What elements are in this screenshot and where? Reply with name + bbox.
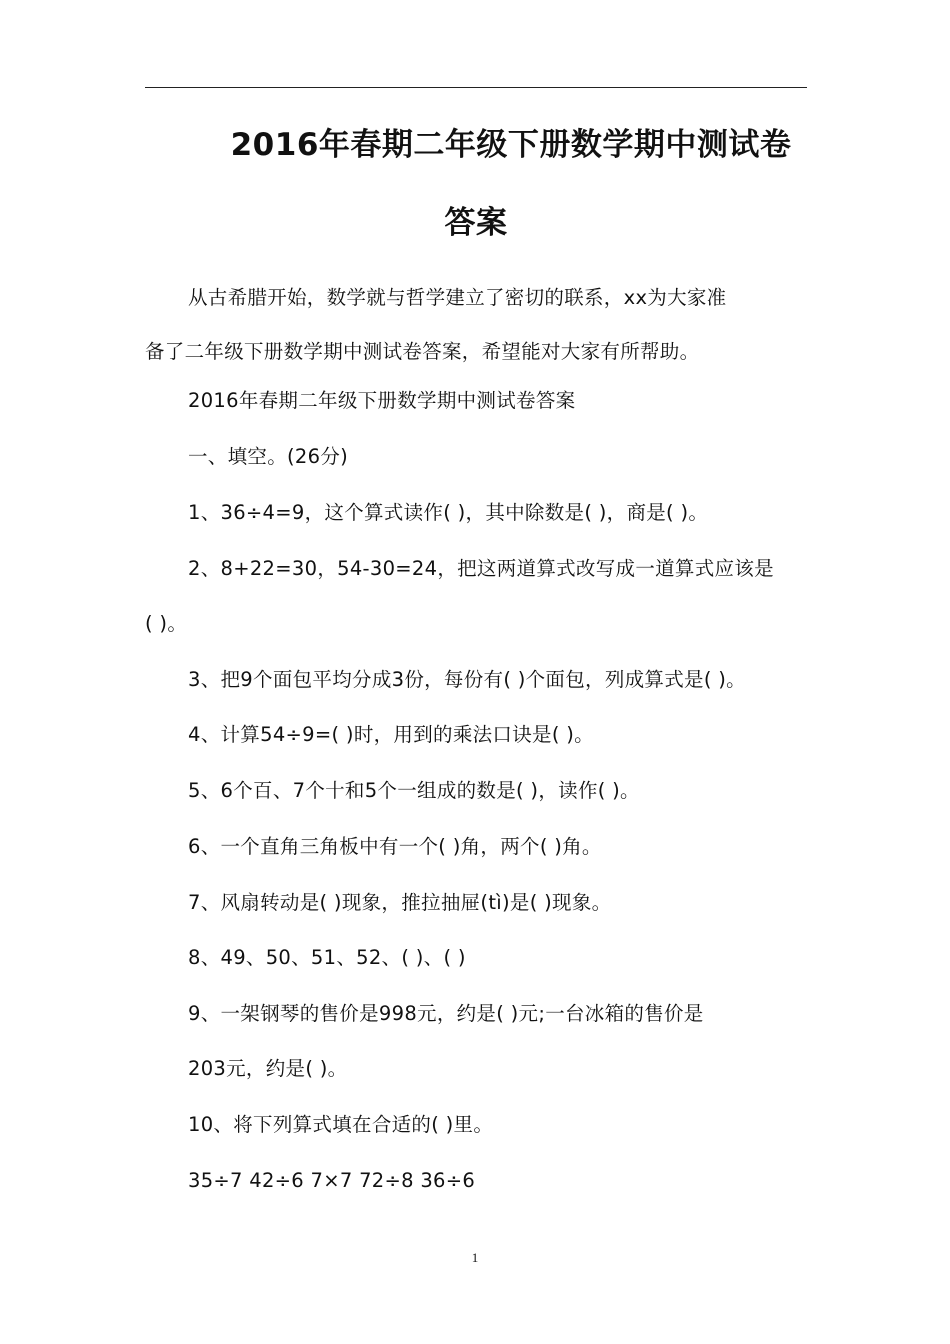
document-title-line2: 答案 [444, 205, 508, 241]
question-2-line2: ( )。 [145, 612, 188, 635]
document-title-line1: 2016年春期二年级下册数学期中测试卷 [230, 127, 792, 163]
question-9-line2: 203元，约是( )。 [188, 1057, 348, 1080]
question-6: 6、一个直角三角板中有一个( )角，两个( )角。 [188, 835, 602, 858]
question-8: 8、49、50、51、52、( )、( ) [188, 946, 466, 969]
header-rule [145, 87, 807, 88]
question-7: 7、风扇转动是( )现象，推拉抽屉(tì)是( )现象。 [188, 891, 612, 914]
question-5: 5、6个百、7个十和5个一组成的数是( )，读作( )。 [188, 779, 640, 802]
subtitle: 2016年春期二年级下册数学期中测试卷答案 [188, 389, 576, 412]
question-4: 4、计算54÷9=( )时，用到的乘法口诀是( )。 [188, 723, 594, 746]
page-number: 1 [471, 1250, 479, 1265]
question-10-items: 35÷7 42÷6 7×7 72÷8 36÷6 [188, 1169, 476, 1192]
question-2-line1: 2、8+22=30，54-30=24，把这两道算式改写成一道算式应该是 [188, 557, 774, 580]
question-3: 3、把9个面包平均分成3份，每份有( )个面包，列成算式是( )。 [188, 668, 746, 691]
question-10: 10、将下列算式填在合适的( )里。 [188, 1113, 494, 1136]
question-1: 1、36÷4=9，这个算式读作( )，其中除数是( )，商是( )。 [188, 501, 709, 524]
question-9-line1: 9、一架钢琴的售价是998元，约是( )元;一台冰箱的售价是 [188, 1002, 704, 1025]
intro-paragraph-line1: 从古希腊开始，数学就与哲学建立了密切的联系，xx为大家准 [188, 286, 727, 309]
section-heading: 一、填空。(26分) [188, 445, 349, 468]
intro-paragraph-line2: 备了二年级下册数学期中测试卷答案，希望能对大家有所帮助。 [145, 340, 700, 363]
